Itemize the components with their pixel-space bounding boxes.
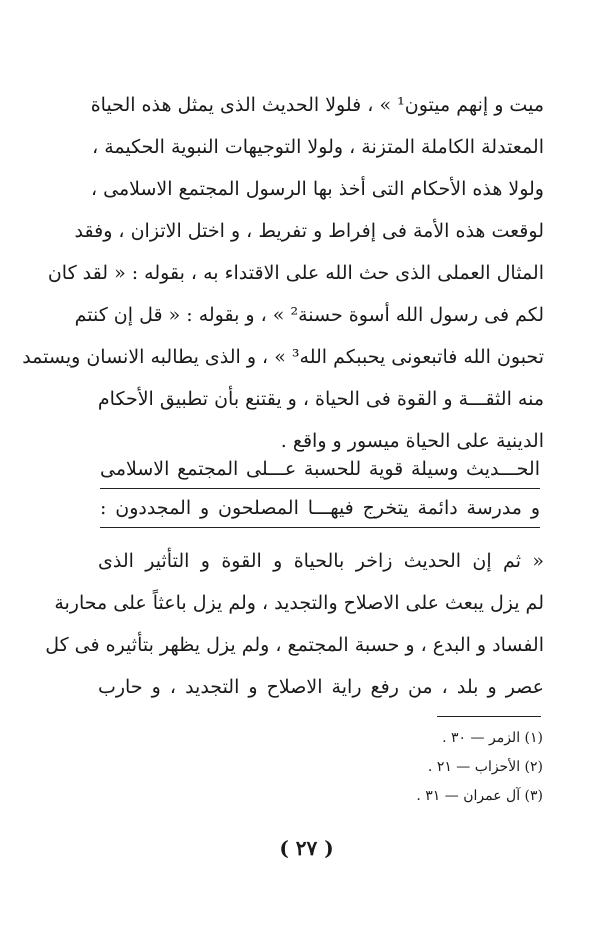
text-line: الفساد و البدع ، و حسبة المجتمع ، ولم يزل يظهر بتأثيره فى كل: [45, 634, 544, 656]
text-line: المعتدلة الكاملة المتزنة ، ولولا التوجيهات النبوية الحكيمة ،: [92, 136, 544, 158]
footnote-3: (٣) آل عمران — ٣١ .: [416, 788, 543, 804]
text-line: لوقعت هذه الأمة فى إفراط و تفريط ، و اختل الاتزان ، وفقد: [74, 220, 544, 242]
text-line: لم يزل يبعث على الاصلاح والتجديد ، ولم يزل باعثاً على محاربة: [54, 592, 544, 614]
footnote-2: (٢) الأحزاب — ٢١ .: [427, 759, 543, 775]
text-line: تحبون الله فاتبعونى يحببكم الله³ » ، و الذى يطالبه الانسان ويستمد: [22, 346, 544, 368]
heading-line-2: و مدرسة دائمة يتخرج فيهـــا المصلحون و المجددون :: [100, 497, 540, 519]
section-heading: [100, 450, 540, 528]
page-number: ( ٢٧ ): [279, 836, 334, 860]
text-line: المثال العملى الذى حث الله على الاقتداء به ، بقوله : « لقد كان: [47, 262, 544, 284]
text-line: لكم فى رسول الله أسوة حسنة² » ، و بقوله : « قل إن كنتم: [74, 304, 544, 326]
text-line: « ثم إن الحديث زاخر بالحياة و القوة و التأثير الذى: [98, 550, 544, 572]
text-line: عصر و بلد ، من رفع راية الاصلاح و التجديد ، و حارب: [98, 676, 544, 698]
heading-rule-2: [100, 527, 540, 528]
text-line: ولولا هذه الأحكام التى أخذ بها الرسول المجتمع الاسلامى ،: [90, 178, 544, 200]
text-line: ميت و إنهم ميتون¹ » ، فلولا الحديث الذى يمثل هذه الحياة: [90, 94, 544, 116]
text-line: الدينية على الحياة ميسور و واقع .: [280, 430, 544, 452]
footnote-1: (١) الزمر — ٣٠ .: [442, 730, 543, 746]
paragraph-1: [22, 84, 544, 462]
footnotes: [243, 724, 543, 811]
paragraph-2: [45, 540, 544, 708]
heading-line-1: الحـــديث وسيلة قوية للحسبة عـــلى المجتمع الاسلامى: [100, 458, 540, 480]
text-line: منه الثقـــة و القوة فى الحياة ، و يقتنع بأن تطبيق الأحكام: [97, 388, 544, 410]
footnote-rule: [437, 716, 541, 717]
